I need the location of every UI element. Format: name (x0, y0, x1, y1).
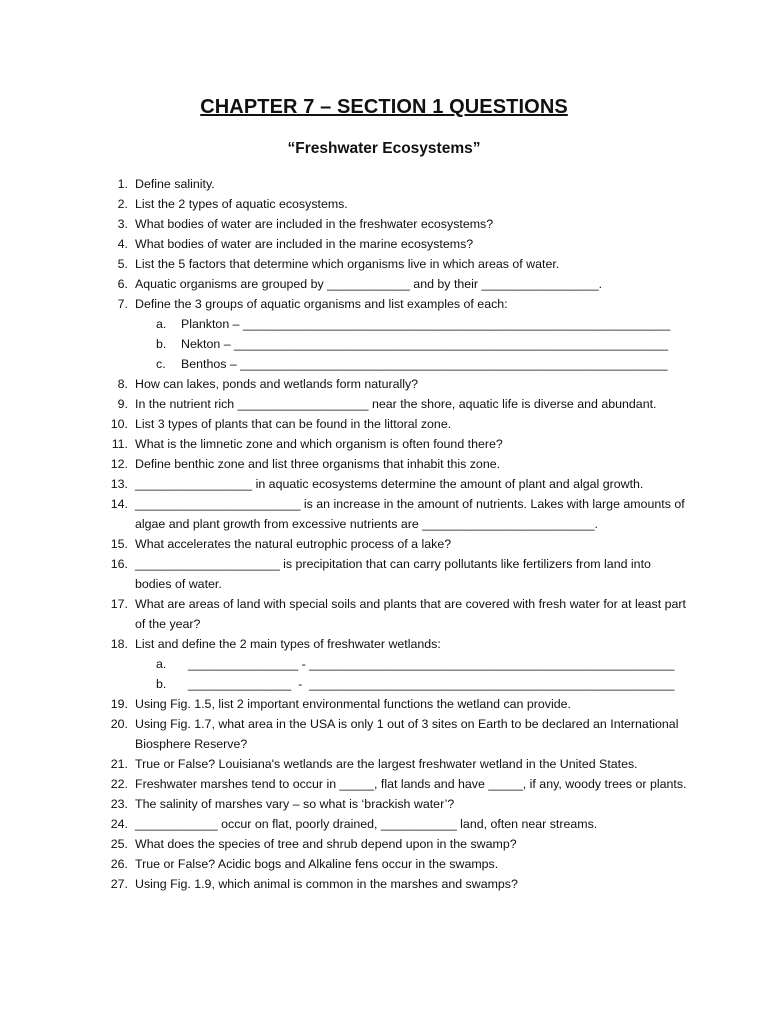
question-text: What is the limnetic zone and which organism is often found there? (135, 437, 503, 451)
question-item (0, 874, 768, 894)
subitem-plankton (0, 314, 768, 334)
question-item (0, 494, 768, 534)
question-text: List the 2 types of aquatic ecosystems. (135, 197, 348, 211)
subitem-wetland-type-b (0, 674, 768, 694)
question-number: 27. (110, 877, 128, 891)
question-text: Using Fig. 1.9, which animal is common in the marshes and swamps? (135, 877, 518, 891)
subitem-text: Benthos – ______________________________________________________________ (181, 357, 668, 371)
question-number: 4. (117, 237, 128, 251)
question-item (0, 634, 768, 654)
question-number: 20. (110, 717, 128, 731)
page-subtitle: “Freshwater Ecosystems” (287, 140, 481, 157)
question-item (0, 254, 768, 274)
question-item (0, 474, 768, 494)
question-number: 25. (110, 837, 128, 851)
subitem-letter: c. (156, 357, 166, 371)
question-text: Using Fig. 1.5, list 2 important environmental functions the wetland can provide. (135, 697, 571, 711)
subitem-letter: b. (156, 677, 167, 691)
question-text: ________________________ is an increase in the amount of nutrients. Lakes with large amounts of algae and plant growth from excessive nutrients are _________________________. (135, 497, 685, 531)
question-number: 2. (117, 197, 128, 211)
question-number: 11. (111, 437, 128, 451)
question-number: 22. (110, 777, 128, 791)
question-text: In the nutrient rich ___________________ near the shore, aquatic life is diverse and abundant. (135, 397, 657, 411)
subitem-nekton (0, 334, 768, 354)
question-text: True or False? Acidic bogs and Alkaline fens occur in the swamps. (135, 857, 499, 871)
question-item (0, 794, 768, 814)
question-item (0, 394, 768, 414)
subitem-text: _______________ - _____________________________________________________ (181, 677, 675, 691)
question-text: True or False? Louisiana's wetlands are the largest freshwater wetland in the United States. (135, 757, 638, 771)
question-number: 6. (117, 277, 128, 291)
question-text: _____________________ is precipitation that can carry pollutants like fertilizers from land into bodies of water. (135, 557, 651, 591)
question-text: What accelerates the natural eutrophic process of a lake? (135, 537, 452, 551)
question-number: 15. (110, 537, 128, 551)
question-number: 12. (110, 457, 128, 471)
question-item (0, 194, 768, 214)
question-text: List 3 types of plants that can be found in the littoral zone. (135, 417, 452, 431)
question-number: 10. (110, 417, 128, 431)
question-list (0, 174, 768, 894)
question-item (0, 534, 768, 554)
question-number: 18. (110, 637, 128, 651)
question-text: Aquatic organisms are grouped by ____________ and by their _________________. (135, 277, 603, 291)
question-number: 26. (110, 857, 128, 871)
question-item (0, 554, 768, 594)
question-text: Using Fig. 1.7, what area in the USA is only 1 out of 3 sites on Earth to be declared an International Biosphere Reserve? (135, 717, 679, 751)
subitem-text: Plankton – ______________________________________________________________ (181, 317, 671, 331)
question-item (0, 174, 768, 194)
question-number: 24. (110, 817, 128, 831)
question-item (0, 374, 768, 394)
question-item (0, 454, 768, 474)
question-item (0, 294, 768, 314)
question-text: Define benthic zone and list three organisms that inhabit this zone. (135, 457, 501, 471)
question-item (0, 834, 768, 854)
subitem-letter: a. (156, 657, 167, 671)
question-item (0, 594, 768, 634)
question-item (0, 814, 768, 834)
question-number: 16. (110, 557, 128, 571)
question-number: 1. (117, 177, 128, 191)
question-item (0, 214, 768, 234)
subitem-text: Nekton – _______________________________________________________________ (181, 337, 669, 351)
question-item (0, 774, 768, 794)
question-text: What are areas of land with special soils and plants that are covered with fresh water for at least part of the year? (135, 597, 686, 631)
page-title: CHAPTER 7 – SECTION 1 QUESTIONS (200, 96, 568, 118)
question-number: 3. (117, 217, 128, 231)
subitem-text: ________________ - _____________________________________________________ (181, 657, 675, 671)
question-number: 17. (110, 597, 128, 611)
subitem-benthos (0, 354, 768, 374)
question-text: What does the species of tree and shrub depend upon in the swamp? (135, 837, 517, 851)
question-text: How can lakes, ponds and wetlands form naturally? (135, 377, 419, 391)
question-text: Define salinity. (135, 177, 215, 191)
question-text: The salinity of marshes vary – so what is ‘brackish water’? (135, 797, 455, 811)
question-number: 7. (117, 297, 128, 311)
question-number: 5. (117, 257, 128, 271)
question-text: ____________ occur on flat, poorly drained, ___________ land, often near streams. (135, 817, 598, 831)
question-number: 13. (110, 477, 128, 491)
question-item (0, 434, 768, 454)
question-number: 23. (110, 797, 128, 811)
question-text: What bodies of water are included in the freshwater ecosystems? (135, 217, 494, 231)
question-item (0, 754, 768, 774)
question-number: 8. (117, 377, 128, 391)
question-text: Freshwater marshes tend to occur in _____, flat lands and have _____, if any, woody trees or plants. (135, 777, 687, 791)
question-text: Define the 3 groups of aquatic organisms and list examples of each: (135, 297, 508, 311)
question-number: 21. (110, 757, 128, 771)
question-item (0, 414, 768, 434)
question-item (0, 854, 768, 874)
question-text: What bodies of water are included in the marine ecosystems? (135, 237, 474, 251)
subitem-wetland-type-a (0, 654, 768, 674)
question-text: List and define the 2 main types of freshwater wetlands: (135, 637, 441, 651)
question-text: _________________ in aquatic ecosystems determine the amount of plant and algal growth. (135, 477, 644, 491)
subitem-letter: b. (156, 337, 167, 351)
subitem-letter: a. (156, 317, 167, 331)
question-item (0, 234, 768, 254)
question-item (0, 694, 768, 714)
question-item (0, 274, 768, 294)
question-number: 9. (117, 397, 128, 411)
question-item (0, 714, 768, 754)
question-text: List the 5 factors that determine which organisms live in which areas of water. (135, 257, 560, 271)
question-number: 14. (110, 497, 128, 511)
question-number: 19. (110, 697, 128, 711)
